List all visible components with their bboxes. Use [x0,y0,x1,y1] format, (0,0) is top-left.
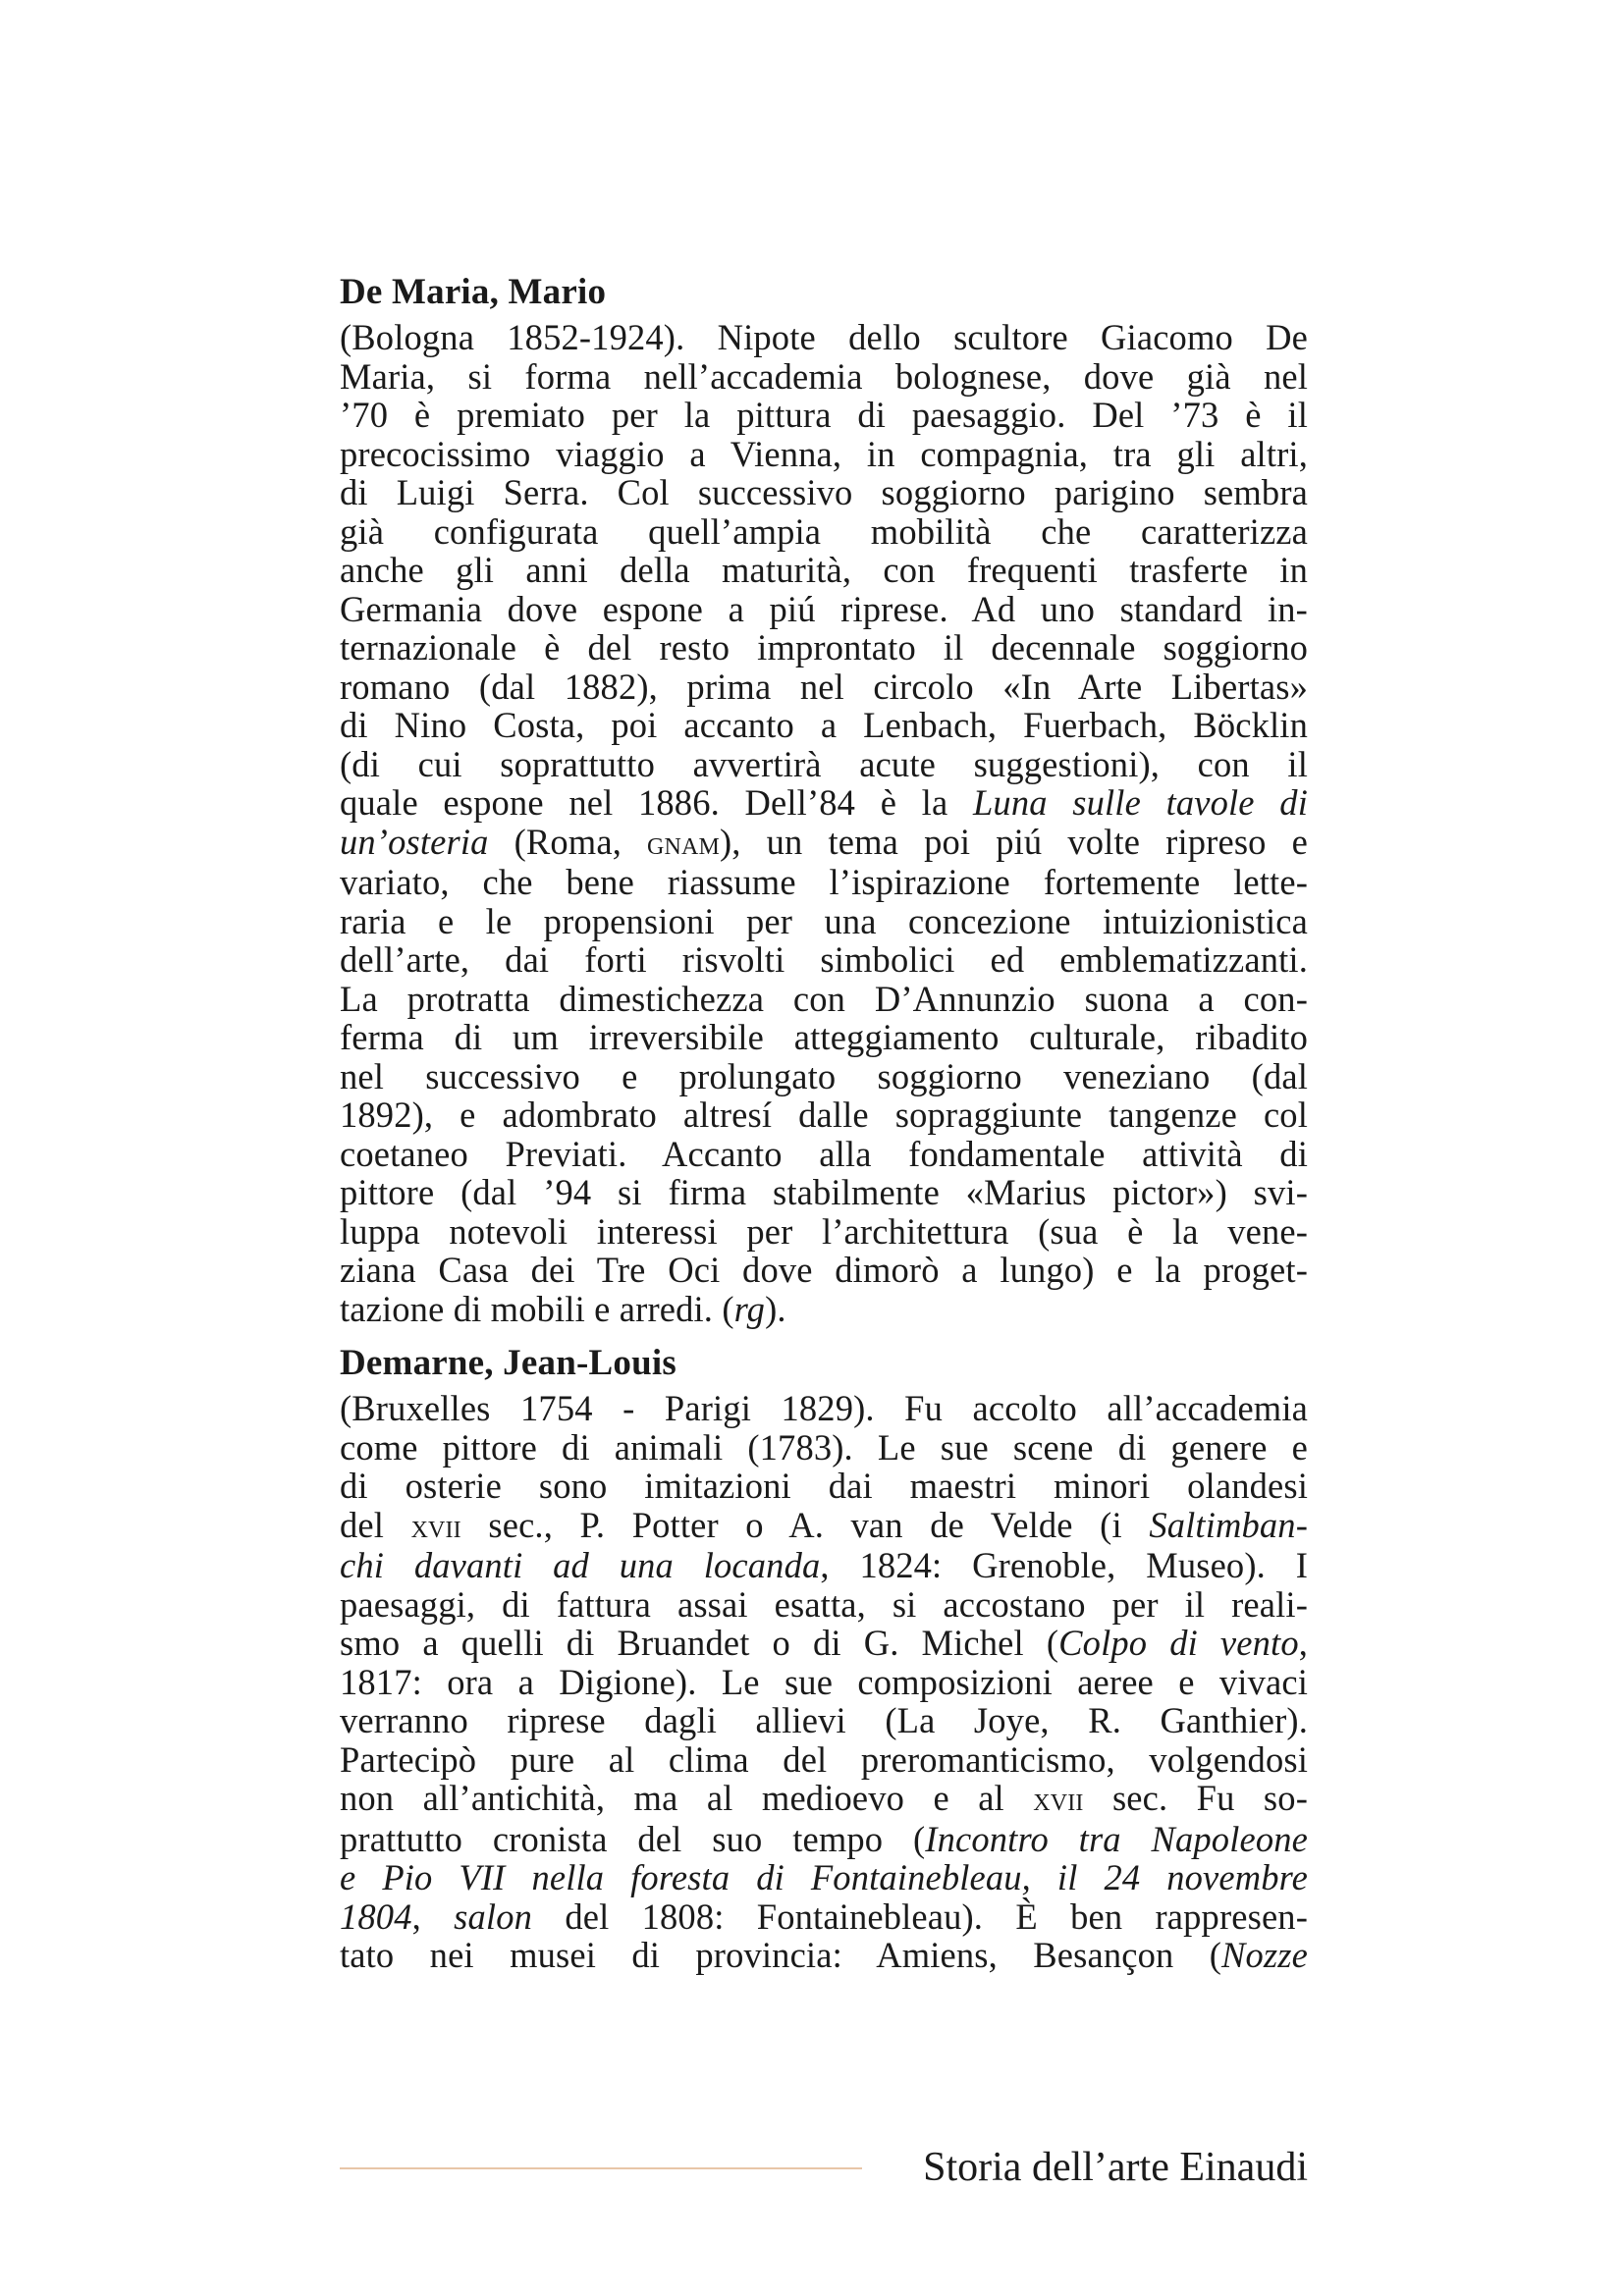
text-line: di osterie sono imitazioni dai maestri minori olandesi [340,1466,1308,1506]
text-line: coetaneo Previati. Accanto alla fondamentale attività di [340,1133,1308,1174]
artwork-title: un’osteria [340,821,489,862]
text-column [340,267,1308,1985]
text-line: di Nino Costa, poi accanto a Lenbach, Fuerbach, Böcklin [340,705,1308,745]
artwork-title: Colpo di vento [1058,1623,1299,1663]
text-line: ziana Casa dei Tre Oci dove dimorò a lungo) e la proget- [340,1250,1308,1290]
text-line: (Bruxelles 1754 - Parigi 1829). Fu accolto all’accademia [340,1388,1308,1428]
text-line: Partecipò pure al clima del preromanticismo, volgendosi [340,1738,1308,1780]
text-line: raria e le propensioni per una concezione intuizionistica [340,900,1308,941]
text-line: romano (dal 1882), prima nel circolo «In Arte Libertas» [340,666,1308,707]
artwork-title: Incontro tra Napoleone [925,1818,1308,1859]
author-initials: rg [733,1288,766,1329]
entry-body [340,318,1308,1328]
text-line: prattutto cronista del suo tempo (Incontro tra Napoleone [340,1818,1308,1859]
footer-publication-title: Storia dell’arte Einaudi [923,2145,1308,2190]
text-line: tazione di mobili e arredi. (rg). [340,1288,786,1329]
text-line: del xvii sec., P. Potter o A. van de Velde (i Saltimban- [340,1504,1308,1545]
entry-body [340,1389,1308,1975]
century-numeral: xvii [1033,1782,1084,1818]
text-line: già configurata quell’ampia mobilità che caratterizza [340,510,1308,552]
text-line [340,1858,1308,1897]
text-line: paesaggi, di fattura assai esatta, si accostano per il reali- [340,1583,1308,1625]
entry-demarne [340,1338,1308,1975]
century-numeral: xvii [410,1508,461,1545]
text-line: quale espone nel 1886. Dell’84 è la Luna sulle tavole di [340,782,1308,823]
text-line: non all’antichità, ma al medioevo e al xvii sec. Fu so- [340,1778,1308,1818]
text-line: luppa notevoli interessi per l’architettura (sua è la vene- [340,1210,1308,1252]
text-line: pittore (dal ’94 si firma stabilmente «Marius pictor») svi- [340,1172,1308,1212]
entry-de-maria [340,267,1308,1328]
text-line: variato, che bene riassume l’ispirazione fortemente lette- [340,862,1308,902]
text-line: (Bologna 1852-1924). Nipote dello scultore Giacomo De [340,317,1308,357]
text-line: tato nei musei di provincia: Amiens, Besançon (Nozze [340,1935,1308,1975]
artwork-date: 1804 [340,1896,412,1937]
text-line: 1804, salon del 1808: Fontainebleau). È ben rappresen- [340,1896,1309,1937]
text-line: un’osteria (Roma, gnam), un tema poi piú volte ripreso e [340,821,1308,862]
text-line: anche gli anni della maturità, con frequenti trasferte in [340,550,1308,590]
text-line: 1817: ora a Digione). Le sue composizioni aeree e vivaci [340,1661,1308,1702]
text-line: come pittore di animali (1783). Le sue scene di genere e [340,1426,1308,1468]
text-line: La protratta dimestichezza con D’Annunzio suona a con- [340,978,1308,1019]
text-line: (di cui soprattutto avvertirà acute suggestioni), con il [340,743,1308,784]
text-line: ferma di um irreversibile atteggiamento culturale, ribadito [340,1017,1308,1057]
text-line: Germania dove espone a piú riprese. Ad uno standard in- [340,588,1308,629]
artwork-title: e Pio VII nella foresta di Fontainebleau, il 24 novembre [340,1857,1308,1897]
footer-rule [340,2167,862,2169]
entry-title: Demarne, Jean-Louis [340,1343,676,1383]
text-line: Maria, si forma nell’accademia bolognese, dove già nel [340,355,1308,397]
text-line: di Luigi Serra. Col successivo soggiorno parigino sembra [340,472,1308,512]
artwork-title: Saltimban- [1149,1504,1308,1545]
text-line: dell’arte, dai forti risvolti simbolici ed emblematizzanti. [340,939,1308,980]
artwork-title: chi davanti ad una locanda [340,1545,821,1585]
exhibition-name: salon [454,1896,533,1937]
text-line: ternazionale è del resto improntato il decennale soggiorno [340,627,1308,667]
entry-title: De Maria, Mario [340,272,607,312]
artwork-title: Luna sulle tavole di [972,782,1308,823]
text-line: 1892), e adombrato altresí dalle sopraggiunte tangenze col [340,1095,1308,1135]
text-line: precocissimo viaggio a Vienna, in compagnia, tra gli altri, [340,433,1308,474]
museum-abbrev: gnam [647,825,720,862]
text-line: verranno riprese dagli allievi (La Joye, R. Ganthier). [340,1700,1308,1740]
artwork-title: Nozze [1221,1935,1308,1975]
text-line: ’70 è premiato per la pittura di paesaggio. Del ’73 è il [340,395,1308,435]
text-line: chi davanti ad una locanda, 1824: Grenoble, Museo). I [340,1545,1308,1585]
text-line: smo a quelli di Bruandet o di G. Michel (Colpo di vento, [340,1623,1308,1663]
text-line: nel successivo e prolungato soggiorno veneziano (dal [340,1055,1308,1096]
